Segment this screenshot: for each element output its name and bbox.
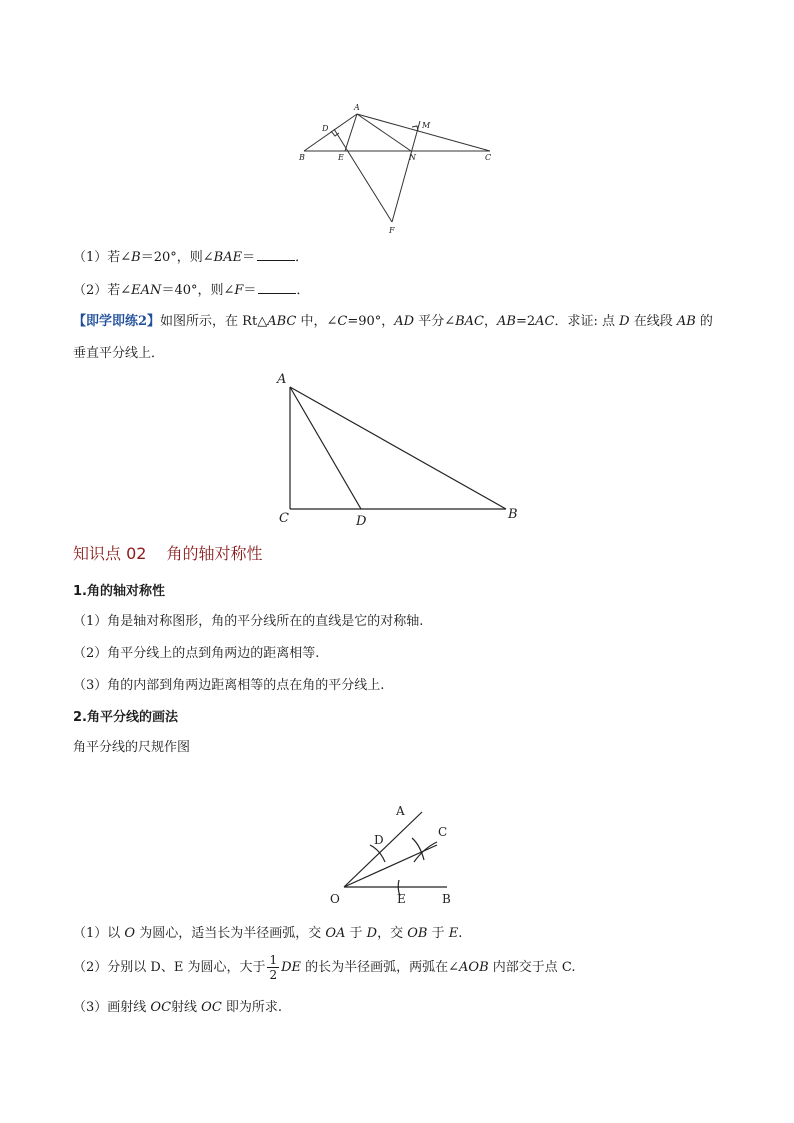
question-2 <box>73 281 309 301</box>
exercise-var: D <box>619 314 630 329</box>
exercise-2-line-1 <box>73 312 713 332</box>
q2-end: ． <box>296 283 310 298</box>
q1-prefix: （1）若∠ <box>73 250 132 265</box>
q1-mid: ＝20°，则∠ <box>140 250 214 265</box>
fig1-label-a: A <box>354 103 360 112</box>
step-text: （1）以 <box>73 926 125 941</box>
step-var: OC <box>201 1000 222 1015</box>
step-text: . <box>458 926 463 941</box>
exercise-var: AC <box>535 314 555 329</box>
exercise-tag: 【即学即练2】 <box>73 314 161 329</box>
figure-3-diagram <box>320 795 480 910</box>
exercise-var: AB <box>497 314 516 329</box>
fig1-label-e: E <box>338 153 344 162</box>
subheading-2: 2.角平分线的画法 <box>73 710 178 725</box>
half-fraction <box>267 953 279 982</box>
step-text: （3）画射线 <box>73 1000 151 1015</box>
step-3 <box>73 998 282 1018</box>
q1-end: ． <box>295 250 309 265</box>
step-text: 的长为半径画弧，两弧在∠ <box>301 960 460 975</box>
fig2-label-b: B <box>508 507 518 522</box>
section-number: 知识点 02 <box>73 544 147 563</box>
item-3: （3）角的内部到角两边距离相等的点在角的平分线上. <box>73 678 385 693</box>
q2-angle-ean: EAN <box>131 283 162 298</box>
exercise-text: =90°， <box>347 314 395 329</box>
exercise-text: 的 <box>695 314 713 329</box>
q2-answer-blank[interactable] <box>258 281 296 294</box>
fig2-label-d: D <box>356 514 367 529</box>
exercise-text: =2 <box>515 314 536 329</box>
exercise-var: AB <box>676 314 696 329</box>
fig1-label-f: F <box>389 226 395 235</box>
step-var: E <box>448 926 459 941</box>
fig3-label-c: C <box>438 825 448 839</box>
step-var: OA <box>325 926 346 941</box>
figure-1-diagram <box>290 100 510 240</box>
fig3-label-b: B <box>442 892 451 906</box>
exercise-var: AD <box>394 314 415 329</box>
step-text: 于 <box>345 926 367 941</box>
step-2 <box>73 952 576 984</box>
q2-equals: ＝ <box>243 283 257 298</box>
fig3-label-d: D <box>374 833 384 847</box>
q2-prefix: （2）若∠ <box>73 283 132 298</box>
step-text: 为圆心，适当长为半径画弧，交 <box>135 926 326 941</box>
q1-answer-blank[interactable] <box>257 248 295 261</box>
exercise-var: BAC <box>455 314 484 329</box>
exercise-text: ， <box>484 314 498 329</box>
q1-angle-b: B <box>131 250 141 265</box>
section-title: 角的轴对称性 <box>166 544 263 563</box>
fig3-label-e: E <box>397 892 406 906</box>
fraction-denominator: 2 <box>269 968 278 982</box>
step-var: OC <box>150 1000 172 1015</box>
item-2: （2）角平分线上的点到角两边的距离相等. <box>73 646 320 661</box>
step-var: DE <box>281 960 302 975</box>
exercise-text: 平分∠ <box>414 314 456 329</box>
q1-angle-bae: BAE <box>213 250 243 265</box>
fig1-label-d: D <box>322 124 329 133</box>
step-text: 内部交于点 C. <box>488 960 576 975</box>
fig2-label-a: A <box>277 372 287 387</box>
exercise-text: 在线段 <box>629 314 677 329</box>
fig3-label-a: A <box>396 804 405 818</box>
step-var: OB <box>407 926 428 941</box>
step-1 <box>73 924 462 944</box>
q1-equals: ＝ <box>242 250 256 265</box>
exercise-text: 如图所示，在 Rt△ <box>160 314 268 329</box>
step-text: ，交 <box>377 926 408 941</box>
question-1 <box>73 248 308 268</box>
fig1-label-c: C <box>485 153 492 162</box>
fraction-numerator: 1 <box>269 953 278 967</box>
subheading-1: 1.角的轴对称性 <box>73 584 165 599</box>
item-1: （1）角是轴对称图形，角的平分线所在的直线是它的对称轴. <box>73 614 424 629</box>
exercise-2-line-2: 垂直平分线上． <box>73 346 165 361</box>
fig1-label-n: N <box>409 153 416 162</box>
fig2-label-c: C <box>279 511 289 526</box>
q2-mid: ＝40°，则∠ <box>161 283 235 298</box>
q2-angle-f: F <box>234 283 244 298</box>
step-text: （2）分别以 D、E 为圆心，大于 <box>73 960 266 975</box>
fig1-label-b: B <box>299 153 305 162</box>
fig1-label-m: M <box>422 121 431 130</box>
exercise-text: ．求证: 点 <box>554 314 620 329</box>
exercise-text: 中，∠ <box>296 314 338 329</box>
step-text: 射线 <box>171 1000 202 1015</box>
figure-2-diagram <box>270 365 530 530</box>
step-var: D <box>366 926 378 941</box>
exercise-var: C <box>337 314 348 329</box>
step-var: O <box>124 926 136 941</box>
exercise-var: ABC <box>267 314 297 329</box>
step-var: AOB <box>459 960 489 975</box>
step-text: 于 <box>427 926 449 941</box>
step-text: 即为所求. <box>221 1000 283 1015</box>
fig3-label-o: O <box>330 892 340 906</box>
section-heading <box>73 541 262 564</box>
subheading-2-intro: 角平分线的尺规作图 <box>73 740 191 755</box>
